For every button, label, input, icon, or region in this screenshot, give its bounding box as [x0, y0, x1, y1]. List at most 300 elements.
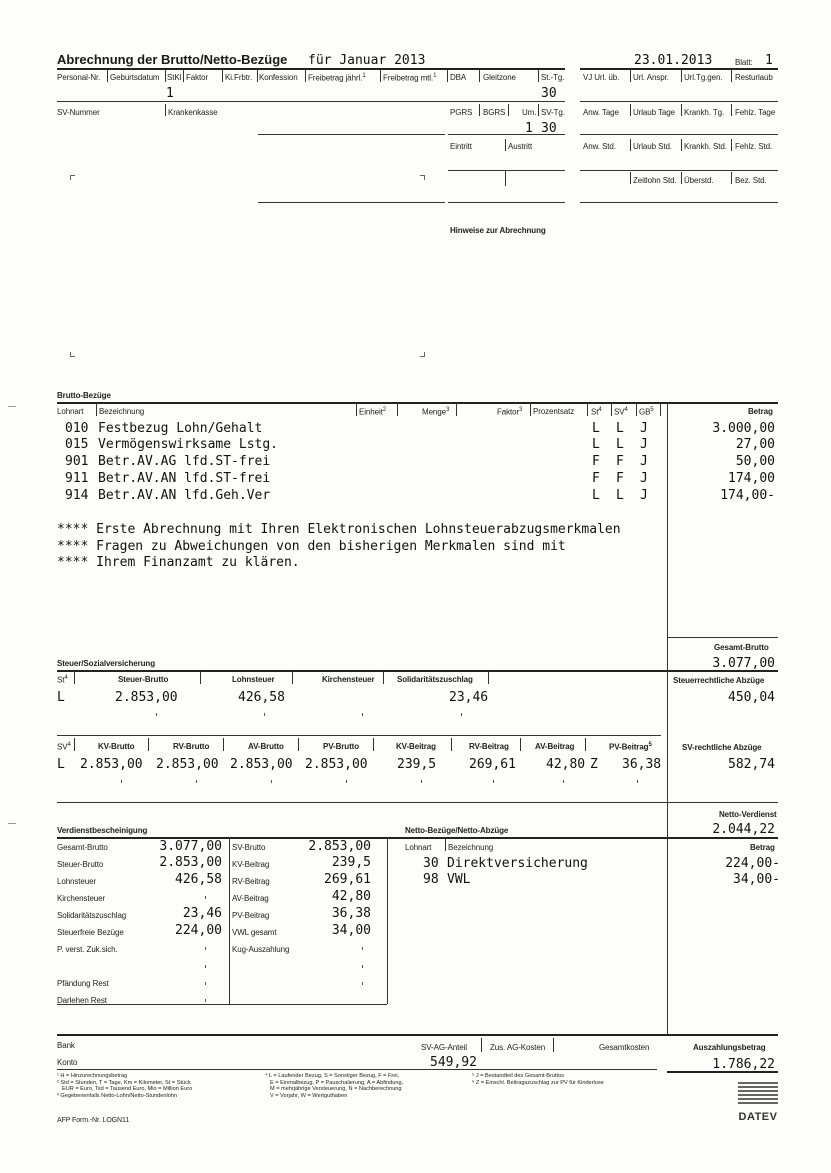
divider [479, 104, 480, 116]
personal-nr-label: Personal-Nr. [57, 73, 101, 82]
tick [205, 982, 206, 985]
fehlz-std-label: Fehlz. Std. [735, 142, 773, 151]
betrag-cell: 174,00- [720, 488, 775, 503]
divider [148, 738, 149, 751]
rule [258, 134, 445, 135]
col-rv-brutto: RV-Brutto [173, 742, 210, 751]
divider [305, 70, 306, 82]
sv-abzuege-label: SV-rechtliche Abzüge [682, 743, 762, 752]
bezeichnung-cell: Betr.AV.AN lfd.Geh.Ver [98, 488, 271, 503]
header-rule-right [580, 68, 778, 70]
divider [229, 839, 230, 1004]
rule [57, 1034, 778, 1036]
lohnart-cell: 30 [423, 856, 439, 871]
verdienst-section-title: Verdienstbescheinigung [57, 826, 148, 835]
vb-value: 3.077,00 [159, 839, 222, 854]
rule [580, 170, 778, 171]
period: für Januar 2013 [308, 53, 426, 68]
col-lohnart: Lohnart [57, 407, 84, 416]
divider [508, 104, 509, 116]
lohnart-cell: 010 [65, 421, 89, 436]
col-menge [422, 407, 449, 417]
vb-value: 224,00 [175, 923, 222, 938]
col-netto-bezeichnung: Bezeichnung [448, 843, 494, 852]
sv-nummer-label: SV-Nummer [57, 108, 100, 117]
sheet-label: Blatt: [735, 58, 753, 67]
rule [667, 637, 778, 638]
divider [731, 104, 732, 116]
anw-tage-label: Anw. Tage [583, 108, 619, 117]
tick [346, 780, 347, 783]
col-kv-beitrag: KV-Beitrag [396, 742, 436, 751]
vb-label: Kug-Auszahlung [232, 945, 290, 954]
netto-verdienst-label: Netto-Verdienst [719, 810, 777, 819]
divider [630, 172, 631, 184]
divider [74, 738, 75, 751]
st-cell: F [592, 454, 600, 469]
divider [165, 70, 166, 82]
rule [580, 134, 778, 135]
col-st-text: St [57, 675, 65, 685]
footnote: ³ Gegebenenfalls Netto-Lohn/Netto-Stundenlohn [57, 1092, 178, 1099]
divider [636, 403, 637, 416]
divider [356, 403, 357, 416]
col-st-text: St [591, 407, 599, 417]
sv-cell: L [616, 421, 624, 436]
steuer-section-title: Steuer/Sozialversicherung [57, 659, 155, 668]
tick [493, 780, 494, 783]
lohnart-cell: 98 [423, 872, 439, 887]
col-faktor [497, 407, 522, 417]
divider [383, 671, 384, 684]
vb-label: VWL gesamt [232, 928, 277, 937]
lohnart-cell: 015 [65, 437, 89, 452]
col-netto-betrag: Betrag [750, 843, 775, 852]
rule [580, 202, 778, 203]
divider [681, 70, 682, 82]
pv-beitrag-value: 36,38 [622, 757, 662, 772]
bezeichnung-cell: Direktversicherung [447, 856, 588, 871]
col-betrag: Betrag [748, 407, 773, 416]
footnote-marker: 5 [648, 742, 652, 748]
soli-value: 23,46 [449, 690, 489, 705]
divider [397, 403, 398, 416]
footnote-marker: 4 [67, 742, 71, 748]
tick [637, 780, 638, 783]
um-value: 1 [525, 121, 533, 136]
col-faktor-text: Faktor [497, 407, 520, 417]
lohnart-cell: 901 [65, 454, 89, 469]
col-einheit-text: Einheit [359, 407, 383, 417]
footnotes-right [472, 1073, 604, 1086]
bezeichnung-cell: Vermögenswirksame Lstg. [98, 437, 279, 452]
av-brutto-value: 2.853,00 [230, 757, 293, 772]
av-beitrag-value: 42,80 [546, 757, 586, 772]
vb-label: RV-Beitrag [232, 877, 270, 886]
krankenkasse-label: Krankenkasse [168, 108, 218, 117]
lohnsteuer-value: 426,58 [238, 690, 285, 705]
divider [587, 403, 588, 416]
url-anspr-label: Url. Anspr. [633, 73, 669, 82]
url-tg-gen-label: Url.Tg.gen. [684, 73, 723, 82]
gb-cell: J [640, 437, 648, 452]
betrag-cell: 34,00- [733, 872, 780, 887]
bgrs-label: BGRS [483, 108, 506, 117]
hinweise-label: Hinweise zur Abrechnung [450, 226, 546, 235]
col-lohnsteuer: Lohnsteuer [232, 675, 275, 684]
col-pv-brutto: PV-Brutto [323, 742, 359, 751]
rv-brutto-value: 2.853,00 [156, 757, 219, 772]
netto-abzuege-title: Netto-Bezüge/Netto-Abzüge [405, 826, 509, 835]
st-cell: F [592, 471, 600, 486]
bezeichnung-cell: Festbezug Lohn/Gehalt [98, 421, 263, 436]
divider [165, 104, 166, 116]
col-sv [614, 407, 628, 417]
divider [611, 403, 612, 416]
divider [479, 70, 480, 82]
vb-label: Steuer-Brutto [57, 860, 104, 869]
vb-label: Pfändung Rest [57, 979, 109, 988]
tick [421, 780, 422, 783]
col-pv-beitrag-text: PV-Beitrag [609, 742, 649, 752]
col-sv-text: SV [614, 407, 625, 417]
brutto-section-title: Brutto-Bezüge [57, 391, 111, 400]
sv-tg-value: 30 [541, 121, 557, 136]
rule [448, 170, 565, 171]
tick [563, 780, 564, 783]
divider [530, 403, 531, 416]
lohnart-cell: 911 [65, 471, 89, 486]
col-rv-beitrag: RV-Beitrag [469, 742, 509, 751]
col-einheit [359, 407, 386, 417]
vb-label: Kirchensteuer [57, 894, 106, 903]
col-prozentsatz: Prozentsatz [533, 407, 575, 416]
pgrs-label: PGRS [450, 108, 473, 117]
divider [96, 403, 97, 416]
st-cell: L [592, 437, 600, 452]
vb-label: KV-Beitrag [232, 860, 270, 869]
col-sv-text: SV [57, 742, 68, 752]
sv-cell: L [616, 488, 624, 503]
window-corner-mark [70, 352, 75, 357]
kifrbtr-label: Ki.Frbtr. [225, 73, 253, 82]
divider [667, 670, 668, 804]
footnote-marker: 3 [519, 407, 523, 413]
divider [585, 738, 586, 751]
vb-label: Lohnsteuer [57, 877, 97, 886]
vb-value: 2.853,00 [159, 855, 222, 870]
divider [222, 70, 223, 82]
divider [520, 738, 521, 751]
vb-label: SV-Brutto [232, 843, 266, 852]
divider [380, 70, 381, 82]
col-pv-beitrag [609, 742, 652, 752]
divider [538, 104, 539, 116]
window-corner-mark [420, 175, 425, 180]
rule [448, 134, 565, 135]
col-menge-text: Menge [422, 407, 446, 417]
divider [660, 403, 661, 416]
datev-logo [738, 1082, 778, 1123]
rule [57, 101, 565, 102]
sv-cell: F [616, 471, 624, 486]
divider [731, 70, 732, 82]
footnote-marker: 3 [445, 407, 450, 413]
datev-logo-graphic [738, 1082, 778, 1106]
rule [258, 202, 445, 203]
sv-cell: L [616, 437, 624, 452]
netto-verdienst-value: 2.044,22 [712, 822, 775, 837]
krankh-std-label: Krankh. Std. [684, 142, 727, 151]
vb-label: AV-Beitrag [232, 894, 269, 903]
freibetrag-jahr-text: Freibetrag jährl. [308, 73, 363, 83]
divider [630, 70, 631, 82]
footnote: E = Einmalbezug, P = Pauschalierung, A = Abfindung, [270, 1079, 404, 1086]
konto-label: Konto [57, 1058, 78, 1067]
divider [630, 104, 631, 116]
vj-url-label: VJ Url. üb. [583, 73, 620, 82]
rule [580, 101, 778, 102]
anw-std-label: Anw. Std. [583, 142, 616, 151]
gb-cell: J [640, 471, 648, 486]
footnote: V = Vorjahr, W = Wertguthaben [270, 1092, 348, 1099]
dba-label: DBA [450, 73, 467, 82]
form-number: AFP Form.-Nr. LOGN11 [57, 1117, 130, 1124]
vb-value: 42,80 [331, 889, 371, 904]
divider [667, 403, 668, 670]
auszahlung-value: 1.786,22 [712, 1057, 775, 1072]
bez-std-label: Bez. Std. [735, 176, 767, 185]
stkl-value: 1 [166, 86, 174, 101]
col-netto-lohnart: Lohnart [405, 843, 432, 852]
col-kv-brutto: KV-Brutto [98, 742, 135, 751]
freibetrag-jahr-label [308, 73, 366, 83]
divider [223, 738, 224, 751]
divider [505, 139, 506, 151]
vb-label: P. verst. Zuk.sich. [57, 945, 118, 954]
vb-label: Darlehen Rest [57, 996, 107, 1005]
pv-brutto-value: 2.853,00 [305, 757, 368, 772]
vb-label: Steuerfreie Bezüge [57, 928, 124, 937]
divider [447, 70, 448, 82]
geburtsdatum-label: Geburtsdatum [110, 73, 160, 82]
urlaub-tage-label: Urlaub Tage [633, 108, 675, 117]
betrag-cell: 224,00- [725, 856, 780, 871]
col-st [57, 675, 68, 685]
rule [57, 670, 778, 672]
bezeichnung-cell: Betr.AV.AN lfd.ST-frei [98, 471, 271, 486]
col-gb-text: GB [639, 407, 651, 417]
divider [257, 70, 258, 82]
footnote: M = mehrjährige Versteuerung, N = Nachberechnung [270, 1086, 402, 1093]
st-tg-value: 30 [541, 86, 557, 101]
auszahlung-label: Auszahlungsbetrag [693, 1043, 766, 1052]
vb-label: PV-Beitrag [232, 911, 270, 920]
col-st [591, 407, 602, 417]
footnote: ⁵ J = Bestandteil des Gesamt-Bruttos [472, 1073, 565, 1079]
divider [298, 738, 299, 751]
divider [74, 671, 75, 684]
col-av-brutto: AV-Brutto [248, 742, 284, 751]
document-title: Abrechnung der Brutto/Netto-Bezüge [57, 52, 288, 67]
footnote-marker: 4 [598, 407, 602, 413]
vb-value: 36,38 [331, 906, 371, 921]
rule [57, 402, 778, 404]
footnote: EUR = Euro, Tsd = Tausend Euro, Mio = Million Euro [62, 1086, 193, 1093]
resturlaub-label: Resturlaub [735, 73, 773, 82]
header-rule-left [57, 68, 565, 70]
st-tg-label: St.-Tg. [541, 73, 565, 82]
stkl-label: StKl [167, 73, 182, 82]
note-line: **** Ihrem Finanzamt zu klären. [57, 555, 300, 570]
document-date: 23.01.2013 [634, 53, 713, 68]
divider [481, 1038, 482, 1052]
footnote-marker: 4 [624, 407, 628, 413]
divider [681, 104, 682, 116]
divider [681, 172, 682, 184]
col-av-beitrag: AV-Beitrag [535, 742, 575, 751]
tick [271, 780, 272, 783]
tick [362, 947, 363, 950]
footnote-marker: 1 [433, 73, 437, 79]
sv-cell: F [616, 454, 624, 469]
vb-label: Solidaritätszuschlag [57, 911, 127, 920]
rule [448, 202, 565, 203]
steuer-abzuege-value: 450,04 [728, 690, 775, 705]
divider [538, 70, 539, 82]
vb-value: 426,58 [175, 872, 222, 887]
sv-value: L [57, 757, 65, 772]
tick [461, 713, 462, 716]
bank-label: Bank [57, 1041, 75, 1050]
col-sv [57, 742, 71, 752]
divider [373, 738, 374, 751]
footnote: ⁴ L = Laufender Bezug, S = Sonstiger Bezug, F = Frei, [265, 1073, 400, 1079]
tick [205, 947, 206, 950]
divider [387, 839, 388, 1004]
divider [456, 403, 457, 416]
gesamt-brutto-label: Gesamt-Brutto [714, 643, 769, 652]
window-corner-mark [420, 352, 425, 357]
footnote: ¹ H = Hinzurechnungsbetrag [57, 1073, 128, 1079]
divider [107, 70, 108, 82]
tick [196, 780, 197, 783]
footnotes-mid [265, 1073, 403, 1099]
zus-ag-kosten-label: Zus. AG-Kosten [490, 1043, 546, 1052]
divider [731, 172, 732, 184]
divider [630, 139, 631, 151]
sv-ag-anteil-value: 549,92 [430, 1055, 477, 1070]
footnote-marker: 4 [64, 675, 68, 681]
steuer-brutto-value: 2.853,00 [115, 690, 178, 705]
tick [156, 713, 157, 716]
st-cell: L [592, 488, 600, 503]
divider [200, 671, 201, 684]
tick [362, 965, 363, 968]
divider [667, 804, 668, 1034]
note-line: **** Erste Abrechnung mit Ihren Elektronischen Lohnsteuerabzugsmerkmalen [57, 522, 621, 537]
zeitlohn-std-label: Zeitlohn Std. [633, 176, 677, 185]
divider [681, 139, 682, 151]
sheet-number: 1 [765, 53, 773, 68]
vb-value: 34,00 [331, 923, 371, 938]
divider [731, 139, 732, 151]
vb-value: 239,5 [331, 855, 371, 870]
divider [445, 839, 446, 851]
tick [205, 999, 206, 1002]
col-bezeichnung: Bezeichnung [99, 407, 145, 416]
ueberstd-label: Überstd. [684, 176, 714, 185]
vb-label: Gesamt-Brutto [57, 843, 108, 852]
rule [667, 1071, 778, 1073]
tick [362, 713, 363, 716]
vb-value: 23,46 [182, 906, 222, 921]
rule [57, 802, 778, 803]
punch-mark [8, 823, 16, 824]
footnote-marker: 1 [362, 73, 366, 79]
freibetrag-mtl-label [383, 73, 436, 83]
um-label: Um. [522, 108, 537, 117]
gesamtkosten-label: Gesamtkosten [599, 1043, 650, 1052]
bezeichnung-cell: VWL [447, 872, 471, 887]
konfession-label: Konfession [259, 73, 298, 82]
footnote-marker: 2 [382, 407, 387, 413]
gb-cell: J [640, 421, 648, 436]
steuer-abzuege-label: Steuerrechtliche Abzüge [673, 676, 765, 685]
krankh-tg-label: Krankh. Tg. [684, 108, 725, 117]
faktor-label: Faktor [186, 73, 209, 82]
vb-value: 269,61 [324, 872, 371, 887]
divider [451, 738, 452, 751]
footnote-marker: 5 [650, 407, 654, 413]
lohnart-cell: 914 [65, 488, 89, 503]
austritt-label: Austritt [508, 142, 533, 151]
betrag-cell: 27,00 [735, 437, 775, 452]
punch-mark [8, 406, 16, 407]
betrag-cell: 50,00 [735, 454, 775, 469]
footnote: ² Std = Stunden, T = Tage, Km = Kilometer, St = Stück [57, 1079, 191, 1086]
gleitzone-label: Gleitzone [483, 73, 516, 82]
sv-tg-label: SV-Tg. [541, 108, 565, 117]
rule [57, 1069, 657, 1070]
tick [205, 965, 206, 968]
urlaub-std-label: Urlaub Std. [633, 142, 672, 151]
col-gb [639, 407, 654, 417]
st-cell: L [592, 421, 600, 436]
window-corner-mark [70, 175, 75, 180]
col-steuer-brutto: Steuer-Brutto [118, 675, 169, 684]
tick [205, 896, 206, 899]
col-kirchensteuer: Kirchensteuer [322, 675, 375, 684]
divider [292, 671, 293, 684]
betrag-cell: 3.000,00 [712, 421, 775, 436]
gesamt-brutto-value: 3.077,00 [712, 656, 775, 671]
bezeichnung-cell: Betr.AV.AG lfd.ST-frei [98, 454, 271, 469]
tick [121, 780, 122, 783]
kv-beitrag-value: 239,5 [397, 757, 437, 772]
divider [488, 671, 489, 684]
tick [362, 982, 363, 985]
eintritt-label: Eintritt [450, 142, 472, 151]
divider [183, 70, 184, 82]
freibetrag-mtl-text: Freibetrag mtl. [383, 73, 434, 83]
rv-beitrag-value: 269,61 [469, 757, 516, 772]
sv-abzuege-value: 582,74 [728, 757, 775, 772]
gb-cell: J [640, 488, 648, 503]
tick [264, 713, 265, 716]
divider [553, 1038, 554, 1052]
vb-value: 2.853,00 [308, 839, 371, 854]
